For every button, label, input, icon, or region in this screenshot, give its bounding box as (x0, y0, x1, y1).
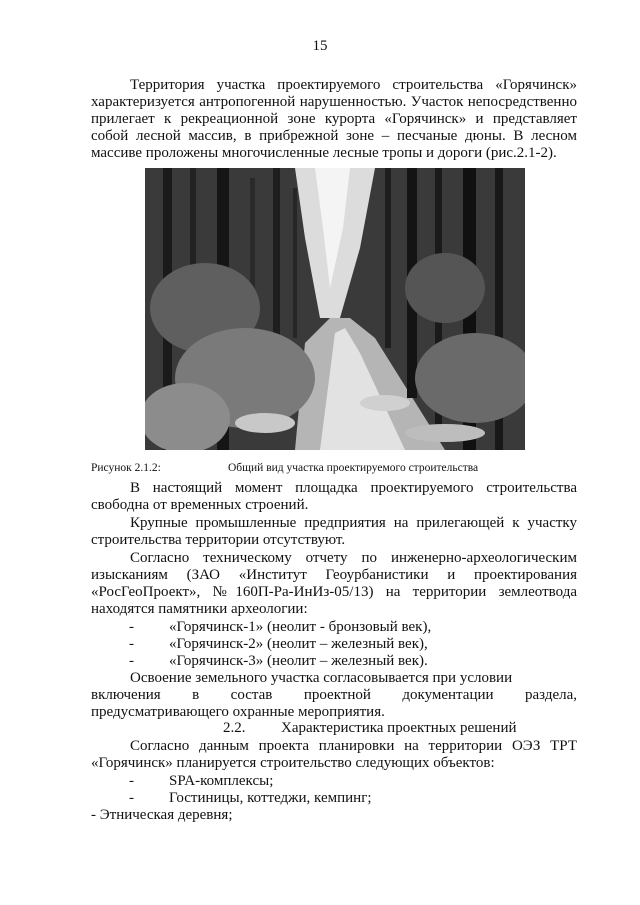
list-dash: - (129, 790, 134, 806)
section-title: Характеристика проектных решений (281, 720, 517, 736)
section-number: 2.2. (223, 720, 246, 736)
free-site-paragraph: В настоящий момент площадка проектируемого строительства свободна от временных строений. (91, 480, 577, 513)
section-heading (91, 720, 577, 737)
monument-item: «Горячинск-1» (неолит - бронзовый век), (169, 619, 432, 635)
figure-caption-text: Общий вид участка проектируемого строительства (228, 462, 479, 474)
development-line (91, 670, 577, 687)
list-item (91, 619, 577, 636)
object-item: SPA-комплексы; (169, 773, 274, 789)
ethnic-village-item: - Этническая деревня; (91, 807, 233, 823)
page-number: 15 (312, 38, 328, 54)
list-dash: - (129, 619, 134, 635)
monument-item: «Горячинск-3» (неолит – железный век). (169, 653, 428, 669)
planning-paragraph: Согласно данным проекта планировки на территории ОЭЗ ТРТ «Горячинск» планируется строительство следующих объектов: (91, 738, 577, 771)
development-line: включения в состав проектной документации раздела, (91, 687, 577, 703)
figure-number: Рисунок 2.1.2: (91, 462, 161, 474)
list-item (91, 653, 577, 670)
industry-paragraph: Крупные промышленные предприятия на прилегающей к участку строительства территории отсутствуют. (91, 515, 577, 548)
list-dash: - (129, 653, 134, 669)
list-item (91, 773, 577, 790)
monument-item: «Горячинск-2» (неолит – железный век), (169, 636, 428, 652)
development-line-text: Освоение земельного участка согласовывается при условии (130, 670, 513, 686)
forest-photo-image (145, 168, 525, 450)
list-item (91, 636, 577, 653)
report-paragraph: Согласно техническому отчету по инженерно-археологическим изысканиям (ЗАО «Институт Геоурбанистики и проектирования «РосГеоПроект», №160П-Ра-ИнИз-05/13) на территории землеотвода находятся памятники археологии: (91, 550, 577, 617)
list-dash: - (129, 636, 134, 652)
development-line: предусматривающего охранные мероприятия. (91, 704, 385, 720)
intro-paragraph: Территория участка проектируемого строительства «Горячинск» характеризуется антропогенной нарушенностью. Участок непосредственно прилегает к рекреационной зоне курорта «Горячинск» и представляет собой лесной массив, в прибрежной зоне – песчаные дюны. В лесном массиве проложены многочисленные лесные тропы и дороги (рис.2.1-2). (91, 77, 577, 161)
object-item: Гостиницы, коттеджи, кемпинг; (169, 790, 372, 806)
forest-photo (145, 168, 525, 450)
list-item (91, 790, 577, 807)
list-dash: - (129, 773, 134, 789)
development-paragraph (91, 670, 577, 721)
